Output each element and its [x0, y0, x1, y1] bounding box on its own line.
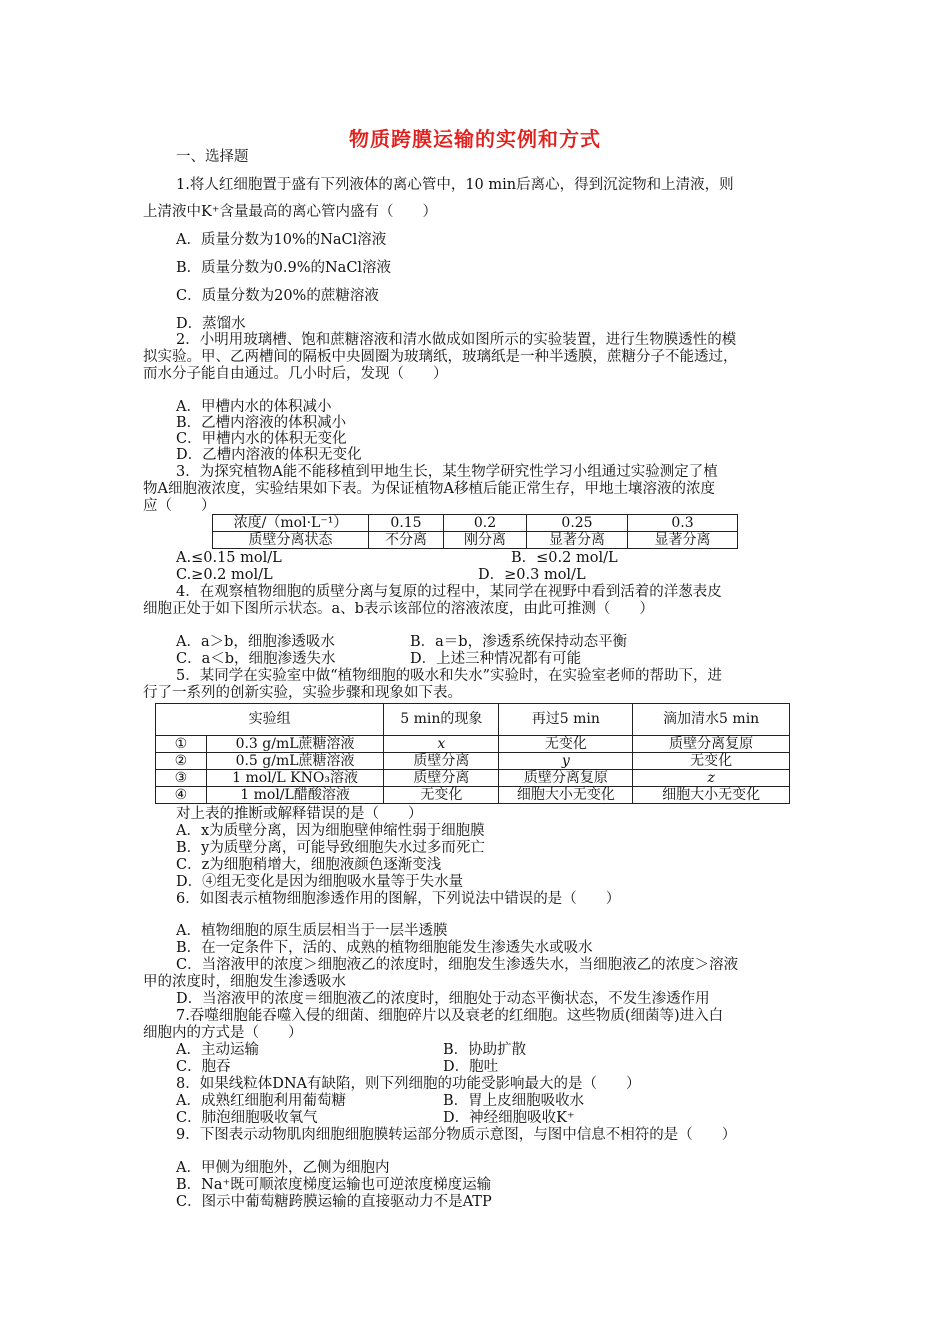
table-cell: 显著分离 — [628, 532, 738, 549]
table-cell: z — [633, 770, 790, 787]
table-header-cell: 再过5 min — [499, 704, 633, 736]
q5-option-c: C．z为细胞稍增大，细胞液颜色逐渐变浅 — [176, 857, 442, 873]
table-header-row — [156, 704, 790, 736]
table-cell: 无变化 — [633, 753, 790, 770]
q7-option-d: D．胞吐 — [443, 1059, 499, 1075]
q7-option-c: C．胞吞 — [176, 1059, 231, 1075]
q2-option-a: A．甲槽内水的体积减小 — [176, 399, 332, 415]
table-cell: y — [499, 753, 633, 770]
q8-option-a: A．成熟红细胞利用葡萄糖 — [176, 1093, 346, 1109]
q8-stem: 8．如果线粒体DNA有缺陷，则下列细胞的功能受影响最大的是（ ） — [176, 1076, 641, 1092]
table-header-cell: 5 min的现象 — [384, 704, 499, 736]
table-cell: ② — [156, 753, 207, 770]
table-cell: ③ — [156, 770, 207, 787]
table-cell: ④ — [156, 787, 207, 804]
table-cell: 显著分离 — [527, 532, 628, 549]
table-cell: 不分离 — [369, 532, 444, 549]
section-heading: 一、选择题 — [176, 149, 249, 165]
q2-stem-line-1: 2．小明用玻璃槽、饱和蔗糖溶液和清水做成如图所示的实验装置，进行生物膜透性的模 — [176, 332, 737, 348]
q2-stem-line-3: 而水分子能自由通过。几小时后，发现（ ） — [143, 366, 448, 382]
table-cell: 无变化 — [499, 736, 633, 753]
q1-option-c: C．质量分数为20%的蔗糖溶液 — [176, 288, 379, 304]
q7-stem-line-1: 7.吞噬细胞能吞噬入侵的细菌、细胞碎片以及衰老的红细胞。这些物质(细菌等)进入白 — [176, 1008, 724, 1024]
q2-option-d: D．乙槽内溶液的体积无变化 — [176, 447, 362, 463]
table-header-cell: 滴加清水5 min — [633, 704, 790, 736]
table-cell: 无变化 — [384, 787, 499, 804]
table-cell: 质壁分离复原 — [633, 736, 790, 753]
q3-stem-line-1: 3．为探究植物A能不能移植到甲地生长，某生物学研究性学习小组通过实验测定了植 — [176, 464, 718, 480]
q7-stem-line-2: 细胞内的方式是（ ） — [143, 1025, 303, 1041]
table-row — [156, 770, 790, 787]
table-row — [213, 515, 738, 532]
q1-stem-line-2: 上清液中K⁺含量最高的离心管内盛有（ ） — [143, 204, 437, 220]
q1-option-b: B．质量分数为0.9%的NaCl溶液 — [176, 260, 392, 276]
table-cell: 细胞大小无变化 — [633, 787, 790, 804]
q4-stem-line-2: 细胞正处于如下图所示状态。a、b表示该部位的溶液浓度，由此可推测（ ） — [143, 601, 654, 617]
table-cell: 0.3 g/mL蔗糖溶液 — [206, 736, 383, 753]
table-row — [156, 753, 790, 770]
q8-option-c: C．肺泡细胞吸收氧气 — [176, 1110, 318, 1126]
q6-option-c-line-1: C．当溶液甲的浓度＞细胞液乙的浓度时，细胞发生渗透失水，当细胞液乙的浓度＞溶液 — [176, 957, 739, 973]
table-cell: 细胞大小无变化 — [499, 787, 633, 804]
table-cell: 1 mol/L醋酸溶液 — [206, 787, 383, 804]
q6-option-b: B．在一定条件下，活的、成熟的植物细胞能发生渗透失水或吸水 — [176, 940, 593, 956]
q1-option-d: D．蒸馏水 — [176, 316, 246, 332]
table-cell: 0.3 — [628, 515, 738, 532]
q6-option-a: A．植物细胞的原生质层相当于一层半透膜 — [176, 923, 448, 939]
q9-option-b: B．Na⁺既可顺浓度梯度运输也可逆浓度梯度运输 — [176, 1177, 492, 1193]
q4-option-d: D．上述三种情况都有可能 — [410, 651, 582, 667]
table-header-cell: 实验组 — [156, 704, 384, 736]
table-cell: 质壁分离 — [384, 753, 499, 770]
q3-option-b: B．≤0.2 mol/L — [511, 550, 618, 566]
q8-option-b: B．胃上皮细胞吸收水 — [443, 1093, 585, 1109]
q5-stem-line-2: 行了一系列的创新实验，实验步骤和现象如下表。 — [143, 685, 462, 701]
q5-stem-line-1: 5．某同学在实验室中做“植物细胞的吸水和失水”实验时，在实验室老师的帮助下，进 — [176, 668, 723, 684]
q4-option-c: C．a＜b，细胞渗透失水 — [176, 651, 336, 667]
q3-option-a: A.≤0.15 mol/L — [176, 550, 282, 566]
q1-option-a: A．质量分数为10%的NaCl溶液 — [176, 232, 387, 248]
q5-question: 对上表的推断或解释错误的是（ ） — [176, 806, 423, 822]
q6-option-c-line-2: 甲的浓度时，细胞发生渗透吸水 — [143, 974, 346, 990]
q2-option-b: B．乙槽内溶液的体积减小 — [176, 415, 347, 431]
table-cell: 浓度/（mol·L⁻¹） — [213, 515, 369, 532]
table-row — [213, 532, 738, 549]
table-cell: ① — [156, 736, 207, 753]
table-cell: 0.5 g/mL蔗糖溶液 — [206, 753, 383, 770]
table-cell: 质壁分离复原 — [499, 770, 633, 787]
q6-stem: 6．如图表示植物细胞渗透作用的图解，下列说法中错误的是（ ） — [176, 891, 621, 907]
table-cell: 质壁分离 — [384, 770, 499, 787]
table-cell: 刚分离 — [444, 532, 527, 549]
q5-option-b: B．y为质壁分离，可能导致细胞失水过多而死亡 — [176, 840, 485, 856]
table-row — [156, 736, 790, 753]
q9-stem: 9．下图表示动物肌肉细胞细胞膜转运部分物质示意图，与图中信息不相符的是（ ） — [176, 1127, 737, 1143]
q5-option-a: A．x为质壁分离，因为细胞壁伸缩性弱于细胞膜 — [176, 823, 485, 839]
q5-experiment-table — [155, 703, 790, 804]
page-title: 物质跨膜运输的实例和方式 — [349, 127, 601, 151]
table-cell: 质壁分离状态 — [213, 532, 369, 549]
q7-option-a: A．主动运输 — [176, 1042, 259, 1058]
q7-option-b: B．协助扩散 — [443, 1042, 527, 1058]
q4-option-b: B．a＝b，渗透系统保持动态平衡 — [410, 634, 628, 650]
q4-stem-line-1: 4．在观察植物细胞的质壁分离与复原的过程中，某同学在视野中看到活着的洋葱表皮 — [176, 584, 722, 600]
q5-option-d: D．④组无变化是因为细胞吸水量等于失水量 — [176, 874, 464, 890]
q9-option-c: C．图示中葡萄糖跨膜运输的直接驱动力不是ATP — [176, 1194, 492, 1210]
table-cell: 0.2 — [444, 515, 527, 532]
q3-option-d: D．≥0.3 mol/L — [478, 567, 586, 583]
q2-stem-line-2: 拟实验。甲、乙两槽间的隔板中央圆圈为玻璃纸，玻璃纸是一种半透膜，蔗糖分子不能透过， — [143, 349, 738, 365]
table-cell: x — [384, 736, 499, 753]
q1-stem-line-1: 1.将人红细胞置于盛有下列液体的离心管中，10 min后离心，得到沉淀物和上清液，则 — [176, 177, 734, 193]
q4-option-a: A．a＞b，细胞渗透吸水 — [176, 634, 335, 650]
q3-concentration-table — [212, 514, 738, 549]
q9-option-a: A．甲侧为细胞外，乙侧为细胞内 — [176, 1160, 390, 1176]
table-cell: 0.15 — [369, 515, 444, 532]
q3-stem-line-3: 应（ ） — [143, 498, 216, 514]
q2-option-c: C．甲槽内水的体积无变化 — [176, 431, 347, 447]
table-row — [156, 787, 790, 804]
q3-option-c: C.≥0.2 mol/L — [176, 567, 273, 583]
table-cell: 1 mol/L KNO₃溶液 — [206, 770, 383, 787]
q8-option-d: D．神经细胞吸收K⁺ — [443, 1110, 575, 1126]
table-cell: 0.25 — [527, 515, 628, 532]
q3-stem-line-2: 物A细胞液浓度，实验结果如下表。为保证植物A移植后能正常生存，甲地土壤溶液的浓度 — [143, 481, 715, 497]
q6-option-d: D．当溶液甲的浓度＝细胞液乙的浓度时，细胞处于动态平衡状态，不发生渗透作用 — [176, 991, 710, 1007]
